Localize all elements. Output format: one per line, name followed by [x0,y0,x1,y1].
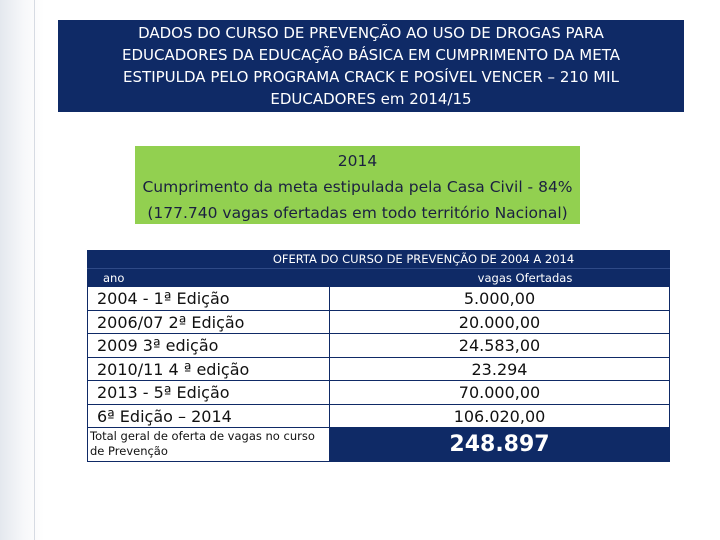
cell-edicao: 2010/11 4 ª edição [88,358,330,381]
table-title: OFERTA DO CURSO DE PREVENÇÃO DE 2004 A 2014 [272,252,575,266]
slide-side-band [0,0,44,540]
total-value: 248.897 [330,428,669,462]
column-header-vagas: vagas Ofertadas [477,271,573,285]
table-header [87,250,670,286]
cell-vagas: 70.000,00 [458,383,541,402]
cell-vagas: 106.020,00 [453,406,546,426]
table-row [88,287,669,311]
cell-edicao: 2013 - 5ª Edição [88,381,330,404]
table-row [88,381,669,405]
title-line-2: EDUCADORES DA EDUCAÇÃO BÁSICA EM CUMPRIMENTO DA META [122,46,620,64]
table-total-row [88,428,669,462]
table-row [88,405,669,429]
column-header-ano: ano [103,271,125,285]
slide-title [58,20,684,112]
cell-edicao: 6ª Edição – 2014 [88,405,330,428]
cell-edicao: 2004 - 1ª Edição [88,287,330,310]
highlight-goal: Cumprimento da meta estipulada pela Casa Civil - 84% [142,178,573,196]
cell-vagas: 5.000,00 [463,289,536,308]
cell-edicao: 2006/07 2ª Edição [88,311,330,334]
total-label: Total geral de oferta de vagas no curso de Prevenção [88,428,330,462]
table-row [88,311,669,335]
cell-vagas: 24.583,00 [458,336,541,355]
table-row [88,334,669,358]
cell-edicao: 2009 3ª edição [88,334,330,357]
title-line-4: EDUCADORES em 2014/15 [270,90,472,108]
cell-vagas: 20.000,00 [458,312,541,332]
slide-side-line [34,0,35,540]
table-header-divider [87,268,670,269]
title-line-3: ESTIPULDA PELO PROGRAMA CRACK E POSÍVEL VENCER – 210 MIL [123,68,619,86]
highlight-year: 2014 [337,152,378,170]
highlight-box [135,146,580,224]
offer-table [87,286,670,462]
table-row [88,358,669,382]
cell-vagas: 23.294 [471,359,528,379]
highlight-vagas: (177.740 vagas ofertadas em todo território Nacional) [147,204,568,222]
title-line-1: DADOS DO CURSO DE PREVENÇÃO AO USO DE DROGAS PARA [138,24,604,42]
